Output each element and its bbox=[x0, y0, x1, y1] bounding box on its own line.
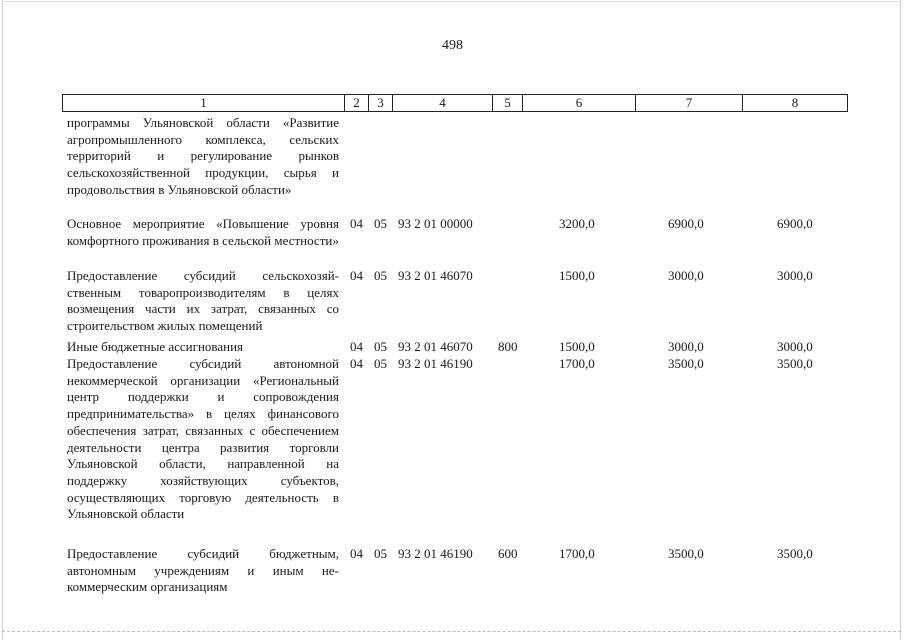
table-cell-col-8: 3000,0 bbox=[777, 339, 813, 354]
table-cell-col-6: 1500,0 bbox=[559, 339, 595, 354]
table-cell-col-7: 3000,0 bbox=[668, 339, 704, 354]
table-row-description: Предоставление субсидий бюджетным, автономным учреждениям и иным некоммерческим организациям bbox=[67, 546, 339, 595]
table-cell-col-4: 93 2 01 46190 bbox=[398, 356, 473, 371]
table-cell-col-7: 3500,0 bbox=[668, 356, 704, 371]
table-row-description: программы Ульяновской области «Развитие агропромышленного комплекса, сельских территорий и регулирование рынков сельскохозяйственной продукции, сырья и продовольствия в Ульяновской области» bbox=[67, 115, 339, 197]
table-cell-col-3: 05 bbox=[374, 268, 387, 283]
page-number: 498 bbox=[442, 38, 463, 53]
table-cell-col-3: 05 bbox=[374, 216, 387, 231]
table-row-description: Предоставление субсидий сельскохозяйственным товаропроизводителям в целях возмещения части их затрат, связанных со строительством жилых помещений bbox=[67, 268, 339, 334]
table-cell-col-5: 800 bbox=[498, 339, 518, 354]
table-cell-col-2: 04 bbox=[350, 216, 363, 231]
table-row-description: Предоставление субсидий автономной некоммерческой организации «Региональный центр поддержки и сопровождения предпринимательства» в целях финансового обеспечения затрат, связанных с обеспечением деятельности центра развития торговли Ульяновской области, направленной на поддержку хозяйствующих субъектов, осуществляющих торговую деятельность в Ульяновской области bbox=[67, 356, 339, 522]
table-cell-col-3: 05 bbox=[374, 546, 387, 561]
header-col-2: 2 bbox=[344, 95, 368, 111]
page-border-left bbox=[2, 0, 3, 640]
header-col-7: 7 bbox=[635, 95, 742, 111]
table-cell-col-4: 93 2 01 46070 bbox=[398, 268, 473, 283]
table-cell-col-6: 1500,0 bbox=[559, 268, 595, 283]
table-cell-col-6: 1700,0 bbox=[559, 356, 595, 371]
table-cell-col-8: 3500,0 bbox=[777, 546, 813, 561]
table-cell-col-8: 3000,0 bbox=[777, 268, 813, 283]
table-cell-col-5: 600 bbox=[498, 546, 518, 561]
page-border-bottom bbox=[2, 631, 901, 633]
header-col-3: 3 bbox=[368, 95, 392, 111]
table-cell-col-4: 93 2 01 46070 bbox=[398, 339, 473, 354]
table-cell-col-7: 6900,0 bbox=[668, 216, 704, 231]
table-cell-col-4: 93 2 01 46190 bbox=[398, 546, 473, 561]
table-cell-col-3: 05 bbox=[374, 339, 387, 354]
table-cell-col-8: 6900,0 bbox=[777, 216, 813, 231]
table-row-description: Основное мероприятие «Повышение уровня комфортного проживания в сельской местности» bbox=[67, 216, 339, 248]
table-cell-col-3: 05 bbox=[374, 356, 387, 371]
header-col-1: 1 bbox=[200, 95, 207, 110]
header-col-4: 4 bbox=[392, 95, 492, 111]
table-cell-col-4: 93 2 01 00000 bbox=[398, 216, 473, 231]
header-col-6: 6 bbox=[522, 95, 635, 111]
header-col-5: 5 bbox=[492, 95, 522, 111]
table-cell-col-2: 04 bbox=[350, 546, 363, 561]
table-cell-col-2: 04 bbox=[350, 339, 363, 354]
table-cell-col-7: 3500,0 bbox=[668, 546, 704, 561]
table-cell-col-2: 04 bbox=[350, 268, 363, 283]
table-row-description: Иные бюджетные ассигнования bbox=[67, 339, 244, 354]
page-border-top bbox=[2, 1, 901, 2]
table-cell-col-2: 04 bbox=[350, 356, 363, 371]
table-cell-col-8: 3500,0 bbox=[777, 356, 813, 371]
table-cell-col-6: 1700,0 bbox=[559, 546, 595, 561]
table-cell-col-7: 3000,0 bbox=[668, 268, 704, 283]
page-border-right bbox=[900, 0, 901, 640]
table-cell-col-6: 3200,0 bbox=[559, 216, 595, 231]
header-col-8: 8 bbox=[742, 95, 847, 111]
table-header-row bbox=[62, 94, 848, 112]
